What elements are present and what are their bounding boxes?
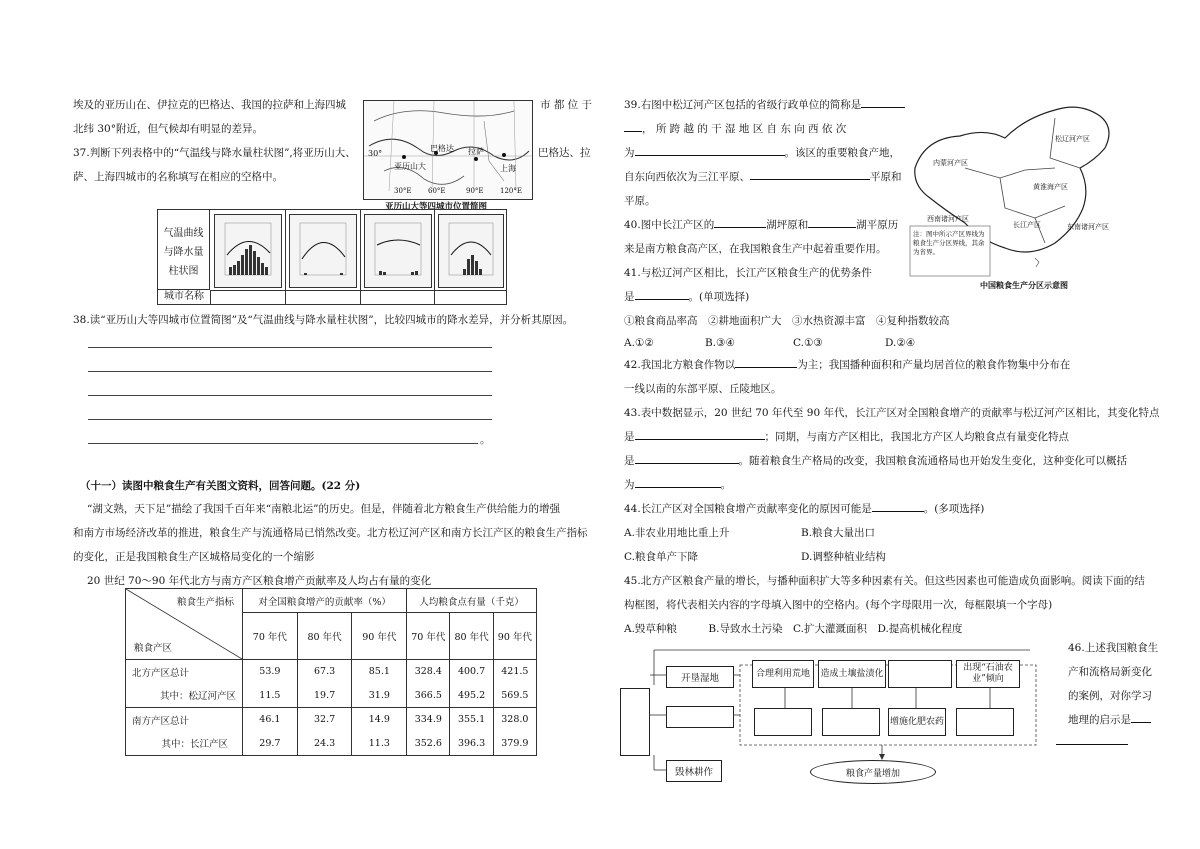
q46-line-1: 46.上述我国粮食生 xyxy=(1068,642,1159,654)
q41-opt-d[interactable]: D.②④ xyxy=(885,337,916,349)
flow-empty-box-1[interactable] xyxy=(666,706,734,728)
q40-text-c: 湖平原历 xyxy=(856,219,899,231)
cell: 569.5 xyxy=(493,684,536,708)
row-label-line-1: 气温曲线 xyxy=(163,228,204,239)
q41-opt-a[interactable]: A.①② xyxy=(624,337,654,349)
q43-line-3 xyxy=(624,453,1127,468)
four-cities-map-caption: 亚历山大等四城市位置简图 xyxy=(385,202,488,212)
q40-text-b: 湖坪原和 xyxy=(766,219,809,231)
q43-blank-1[interactable] xyxy=(635,429,765,440)
q44-opt-a[interactable]: A.非农业用地比重上升 xyxy=(624,527,730,539)
q43-line-1: 43.表中数据显示，20 世纪 70 年代至 90 年代，长江产区对全国粮食增产的贡献率与松辽河产区相比，其变化特点 xyxy=(624,407,1160,419)
q41-text-a: 是 xyxy=(624,291,635,303)
q44-line xyxy=(624,501,984,516)
cell: 32.7 xyxy=(297,708,352,732)
q42-blank[interactable] xyxy=(735,357,797,368)
row-name: 南方产区总计 xyxy=(126,708,243,732)
q43-text-4b: 。 xyxy=(720,479,731,491)
flow-empty-box-5[interactable] xyxy=(956,708,1014,736)
q41-items: ①粮食商品率高 ②耕地面积广大 ③水热资源丰富 ④复种指数较高 xyxy=(624,315,950,327)
q42-line-1 xyxy=(624,357,1070,372)
q46-blank-2[interactable] xyxy=(1056,744,1128,745)
city-baghdad: 巴格达 xyxy=(430,144,454,153)
city-alexandria: 亚历山大 xyxy=(394,162,426,171)
q39-line-1 xyxy=(624,97,905,112)
q44-text-a: 44.长江产区对全国粮食增产贡献率变化的原因可能是 xyxy=(624,503,872,515)
decade-4: 70 年代 xyxy=(407,613,450,660)
q42-text-b: 为主；我国播种面积和产量均居首位的粮食作物集中分布在 xyxy=(797,359,1071,371)
region-dongnan: 东南诸河产区 xyxy=(1067,223,1109,231)
region-changjiang: 长江产区 xyxy=(1013,221,1041,229)
q46-line-3: 的案例，对你学习 xyxy=(1068,690,1152,702)
cell: 421.5 xyxy=(493,660,536,684)
cell: 67.3 xyxy=(297,660,352,684)
q39-text-4b: 平原和 xyxy=(870,171,902,183)
q43-text-3b: 。随着粮食生产格局的改变，我国粮食流通格局也开始发生变化，这种变化可以概括 xyxy=(738,455,1127,467)
flow-oval-zengjia: 粮食产量增加 xyxy=(810,760,936,784)
four-cities-map xyxy=(363,100,533,200)
flow-empty-box-left[interactable] xyxy=(620,688,650,756)
q39-text-1: 39.右图中松辽河产区包括的省级行政单位的简称是 xyxy=(624,99,862,111)
cell: 53.9 xyxy=(243,660,298,684)
q39-line-2 xyxy=(624,121,846,136)
para-line-3: 的变化，正是我国粮食生产区城格局变化的一个缩影 xyxy=(73,551,315,563)
city-name-label: 城市名称 xyxy=(158,290,211,304)
row-name: 其中：松辽河产区 xyxy=(126,684,243,708)
q40-text-a: 40.图中长江产区的 xyxy=(624,219,715,231)
corner-top: 粮食生产指标 xyxy=(176,597,234,608)
decade-6: 90 年代 xyxy=(493,613,536,660)
intro-line-1: 埃及的亚历山在、伊拉克的巴格达、我国的拉萨和上海四城 xyxy=(73,99,346,111)
cell: 85.1 xyxy=(352,660,407,684)
q38-text: 38.读“亚历山大等四城市位置简图”及“气温曲线与降水量柱状图”，比较四城市的降水差异，并分析其原因。 xyxy=(73,314,574,326)
cell: 400.7 xyxy=(450,660,493,684)
climate-chart-4 xyxy=(438,214,504,288)
climate-table xyxy=(157,209,507,305)
q39-text-3b: 。该区的重要粮食产地， xyxy=(784,147,900,159)
lon-120: 120°E xyxy=(500,187,522,195)
q42-text-a: 42.我国北方粮食作物以 xyxy=(624,359,736,371)
corner-bottom: 粮食产区 xyxy=(134,643,173,654)
q44-opt-b[interactable]: B.粮食大量出口 xyxy=(801,527,876,539)
q45-line-1: 45.北方产区粮食产量的增长，与播种面积扩大等多种因素有关。但这些因素也可能造成负面影响。阅读下面的结 xyxy=(624,575,1145,587)
q44-opt-c[interactable]: C.粮食单产下降 xyxy=(624,551,698,563)
cell: 46.1 xyxy=(243,708,298,732)
q43-text-2b: ；同期，与南方产区相比，我国北方产区人均粮食点有量变化特点 xyxy=(764,431,1069,443)
cell: 334.9 xyxy=(407,708,450,732)
lon-90: 90°E xyxy=(466,187,484,195)
cell: 396.3 xyxy=(450,732,493,756)
q40-blank-1[interactable] xyxy=(714,217,766,228)
q39-blank-1[interactable] xyxy=(861,97,905,108)
q46-text: 地理的启示是 xyxy=(1068,714,1131,726)
q45-options: A.毁草种粮 B.导致水土污染 C.扩大灌溉面积 D.提高机械化程度 xyxy=(624,623,963,635)
q39-line-4 xyxy=(624,169,902,184)
q39-line-3 xyxy=(624,145,900,160)
q41-blank[interactable] xyxy=(635,289,689,300)
q45-line-2: 构框图，将代表相关内容的字母填入图中的空格内。(每个字母限用一次，每框限填一个字母) xyxy=(624,599,1053,611)
climate-chart-1 xyxy=(214,214,282,288)
decade-1: 70 年代 xyxy=(243,613,298,660)
china-grain-map xyxy=(905,98,1130,280)
flow-box-shiyou: 出现“石油农业”倾向 xyxy=(956,660,1020,688)
cell: 29.7 xyxy=(243,732,298,756)
table-row xyxy=(126,684,537,708)
table-row xyxy=(126,732,537,756)
q39-text-4a: 自东向西依次为三江平原、 xyxy=(624,171,750,183)
q39-line-5: 平原。 xyxy=(624,195,656,207)
table-title: 20 世纪 70～90 年代北方与南方产区粮食增产贡献率及人均占有量的变化 xyxy=(87,575,432,587)
lon-60: 60°E xyxy=(428,187,446,195)
row-label-line-2: 与降水量 xyxy=(163,247,204,258)
answer-line-2[interactable] xyxy=(88,371,492,372)
q43-blank-2[interactable] xyxy=(635,453,739,464)
q41-opt-c[interactable]: C.①③ xyxy=(793,337,823,349)
decade-5: 80 年代 xyxy=(450,613,493,660)
q40-line-1 xyxy=(624,217,898,232)
region-xinan: 西南诸河产区 xyxy=(927,215,969,223)
answer-line-3[interactable] xyxy=(88,395,492,396)
china-map-caption: 中国粮食生产分区示意图 xyxy=(980,280,1068,290)
section-11-title: （十一）读图中粮食生产有关图文资料，回答问题。(22 分) xyxy=(80,480,361,492)
flow-box-huilin: 毁林耕作 xyxy=(666,760,722,782)
grain-data-table xyxy=(125,588,537,756)
cell: 328.0 xyxy=(493,708,536,732)
q41-line-2 xyxy=(624,289,749,304)
cell: 11.5 xyxy=(243,684,298,708)
region-huanghuaihai: 黄淮海产区 xyxy=(1033,183,1068,191)
climate-row-label xyxy=(158,210,210,290)
city-shanghai: 上海 xyxy=(500,164,516,173)
flow-empty-box-4[interactable] xyxy=(822,708,880,736)
region-songliao: 松辽河产区 xyxy=(1055,135,1090,143)
row-name: 北方产区总计 xyxy=(126,660,243,684)
flow-empty-box-2[interactable] xyxy=(888,660,952,688)
cell: 355.1 xyxy=(450,708,493,732)
q41-text-b: 。(单项选择) xyxy=(688,291,750,303)
q43-text-2a: 是 xyxy=(624,431,635,443)
decade-2: 80 年代 xyxy=(297,613,352,660)
q39-text-3a: 为 xyxy=(624,147,635,159)
lat-label: 30° xyxy=(368,149,383,158)
q37-line-1: 37.判断下列表格中的“气温线与降水量柱状图”,将亚历山大、 xyxy=(73,147,356,159)
answer-line-4[interactable] xyxy=(88,419,492,420)
cell: 352.6 xyxy=(407,732,450,756)
q43-line-4 xyxy=(624,477,731,492)
cell: 11.3 xyxy=(352,732,407,756)
q44-blank[interactable] xyxy=(872,501,924,512)
climate-chart-2 xyxy=(289,214,357,288)
flow-box-kaihuang: 开垦湿地 xyxy=(666,666,734,688)
q38-period: 。 xyxy=(480,434,491,446)
q40-blank-2[interactable] xyxy=(808,217,856,228)
q46-line-2: 产和流格局新变化 xyxy=(1068,666,1152,678)
cell: 19.7 xyxy=(297,684,352,708)
cell: 379.9 xyxy=(493,732,536,756)
para-line-1: “湖文熟，天下足”描绘了我国千百年来“南粮北运”的历史。但是，伴随着北方粮食生产供给能力的增强 xyxy=(87,503,560,515)
q39-blank-2[interactable] xyxy=(635,145,785,156)
q41-line-1: 41.与松辽河产区相比，长江产区粮食生产的优势条件 xyxy=(624,267,872,279)
q46-line-4 xyxy=(1068,712,1151,727)
answer-line-1[interactable] xyxy=(88,347,492,348)
map-legend-note: 注：图中所示产区界线为粮食生产分区界线，其余为省界。 xyxy=(913,230,985,256)
q43-text-3a: 是 xyxy=(624,455,635,467)
q41-opt-b[interactable]: B.③④ xyxy=(705,337,735,349)
q39-blank-3[interactable] xyxy=(750,169,870,180)
q43-line-2 xyxy=(624,429,1069,444)
q42-line-2: 一线以南的东部平原、丘陵地区。 xyxy=(624,383,782,395)
cell: 328.4 xyxy=(407,660,450,684)
intro-line-1-tail: 市 都 位 于 xyxy=(540,99,593,111)
q40-line-2: 来是南方粮食高产区，在我国粮食生产中起着重要作用。 xyxy=(624,243,887,255)
q37-line-1-tail: 巴格达、拉 xyxy=(538,147,591,159)
climate-chart-3 xyxy=(364,214,432,288)
decade-3: 90 年代 xyxy=(352,613,407,660)
group-contribution: 对全国粮食增产的贡献率（%） xyxy=(243,589,407,613)
row-label-line-3: 柱状图 xyxy=(168,266,199,277)
row-name: 其中：长江产区 xyxy=(126,732,243,756)
cell: 14.9 xyxy=(352,708,407,732)
table-row xyxy=(126,660,537,684)
q43-blank-3[interactable] xyxy=(635,477,721,488)
flow-box-heli: 合理利用荒地 xyxy=(752,660,814,688)
group-per-capita: 人均粮食点有量（千克） xyxy=(407,589,537,613)
table-corner xyxy=(126,589,243,660)
region-neimeng: 内蒙河产区 xyxy=(933,159,968,167)
cell: 24.3 xyxy=(297,732,352,756)
q44-opt-d[interactable]: D.调整种植业结构 xyxy=(801,551,886,563)
cell: 366.5 xyxy=(407,684,450,708)
para-line-2: 和南方市场经济改革的推进，粮食生产与流通格局已悄然改变。北方松辽河产区和南方长江产区的粮食生产指标 xyxy=(73,527,588,539)
q43-text-4a: 为 xyxy=(624,479,635,491)
lon-30: 30°E xyxy=(394,187,412,195)
q37-line-2: 萨、上海四城市的名称填写在相应的空格中。 xyxy=(73,171,283,183)
flow-box-huafei: 增施化肥农药 xyxy=(888,708,946,736)
flow-empty-box-3[interactable] xyxy=(754,708,812,736)
city-lhasa: 拉萨 xyxy=(468,147,484,156)
q46-blank-1[interactable] xyxy=(1131,712,1151,723)
q39-text-2: ， 所 跨 越 的 干 湿 地 区 自 东 向 西 依 次 xyxy=(642,123,847,135)
q39-blank-1b[interactable] xyxy=(624,121,642,132)
intro-line-2: 北纬 30°附近，但气候却有明显的差异。 xyxy=(73,123,263,135)
q44-text-b: 。(多项选择) xyxy=(923,503,985,515)
cell: 31.9 xyxy=(352,684,407,708)
flow-box-turang: 造成土壤盐渍化 xyxy=(818,660,886,688)
cell: 495.2 xyxy=(450,684,493,708)
table-row xyxy=(126,708,537,732)
answer-line-5[interactable] xyxy=(88,443,478,444)
